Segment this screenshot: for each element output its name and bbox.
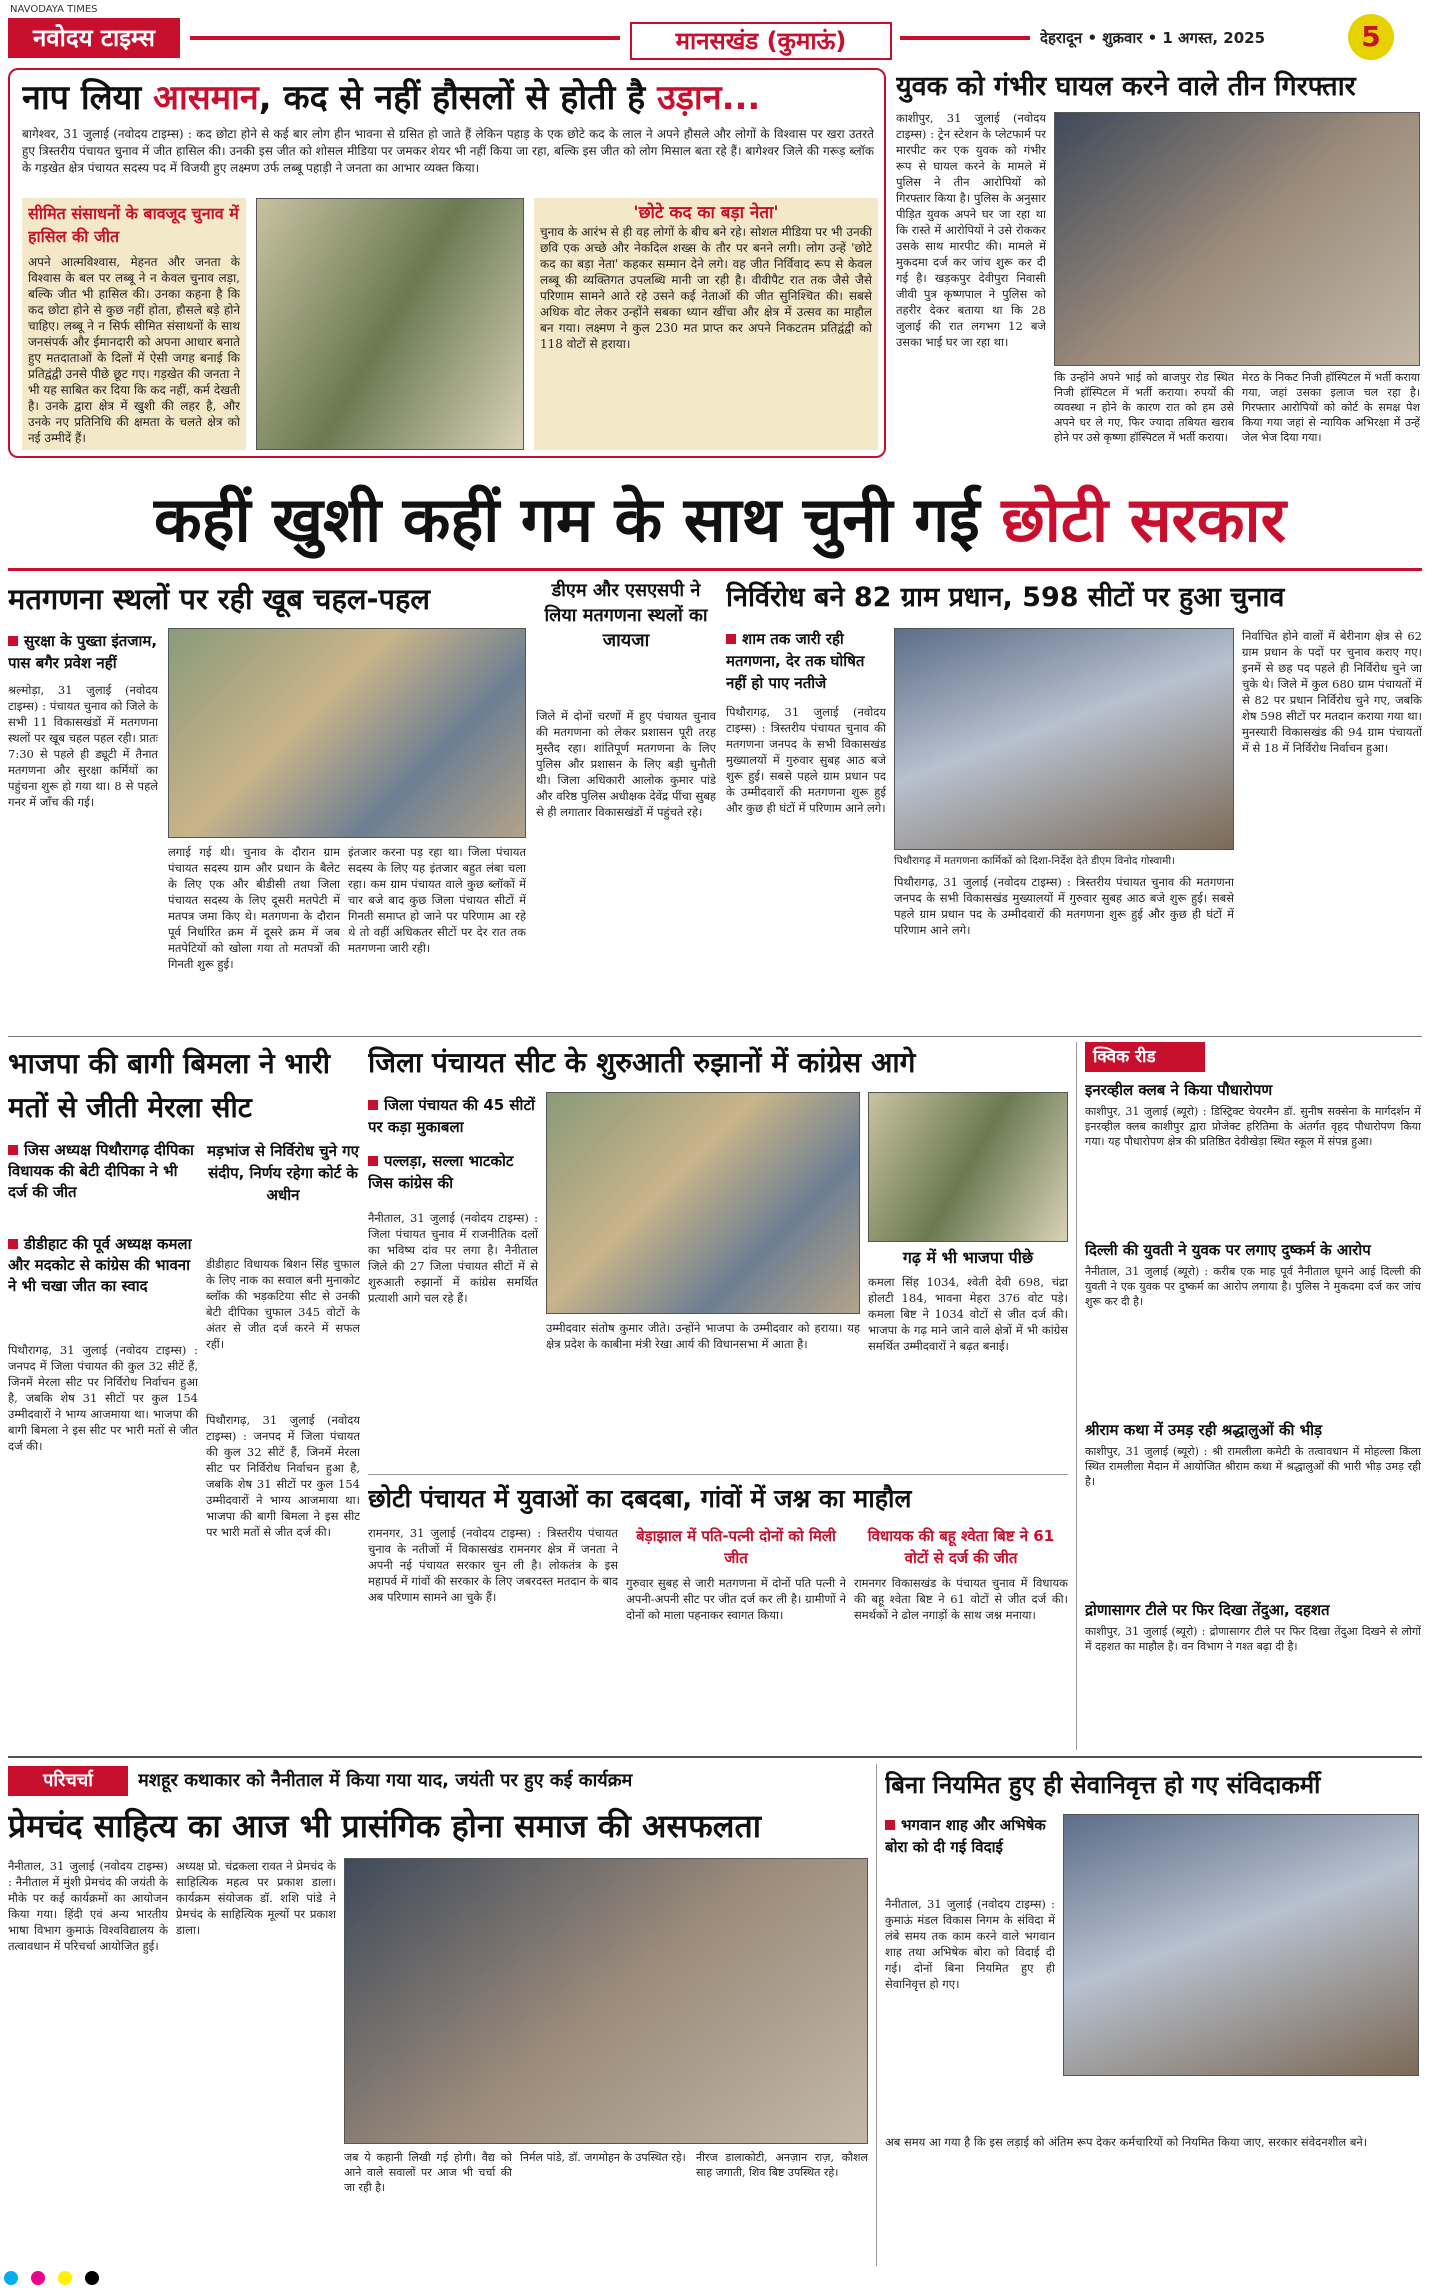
story-premchand-kicker: मशहूर कथाकार को नैनीताल में किया गया याद, जयंती पर हुए कई कार्यक्रम [138, 1770, 633, 1791]
story-unopposed-bullet: शाम तक जारी रही मतगणना, देर तक घोषित नहीं हो पाए नतीजे [726, 630, 865, 692]
sidebar-text: अपने आत्मविश्वास, मेहनत और जनता के विश्वास के बल पर लब्बू ने न केवल चुनाव लड़ा, बल्कि जीत भी हासिल की। उनका कहना है कि कद छोटा होने से कुछ नहीं होता, हौसले बड़े होने चाहिए। लब्बू ने न सिर्फ सीमित संसाधनों के साथ जनसंपर्क और ईमानदारी को अपना आधार बनाते हुए मतदाताओं के दिलों में ऐसी जगह बनाई कि प्रतिद्वंद्वी उनसे पीछे छूट गए। गड़खेत की जनता ने भी यह साबित कर दिया कि कद नहीं, कर्म देखती है। उनके द्वारा क्षेत्र में खुशी की लहर है, और उनके नए प्रतिनिधि की क्षमता के चलते क्षेत्र को नई उम्मीदें हैं। [28, 255, 240, 445]
story-unopposed-photo [894, 628, 1234, 850]
story-congress-photo2 [868, 1092, 1068, 1242]
story-counting-text3: इंतजार करना पड़ रहा था। जिला पंचायत सदस्य के लिए यह इंतजार बहुत लंबा चला रहा। कम ग्राम पंचायत वाले कुछ ब्लॉकों में चार बजे बाद कुछ जिला पंचायत सीटों में गिनती समाप्त हो जाने पर परिणाम आ रहे थे तो वहीं अधिकतर सीटों पर देर रात तक मतगणना जारी रही। [348, 845, 526, 955]
story-congress-headline: जिला पंचायत सीट के शुरुआती रुझानों में कांग्रेस आगे [368, 1046, 916, 1079]
story-bimla [8, 1042, 360, 1750]
banner-headline: कहीं खुशी कहीं गम के साथ चुनी गई छोटी सरकार [154, 483, 1286, 556]
story-bimla-subheadline: मड़भांज से निर्विरोध चुने गए संदीप, निर्णय रहेगा कोर्ट के अधीन [207, 1142, 359, 1204]
story-height-intro: बागेश्वर, 31 जुलाई (नवोदय टाइम्स) : कद छोटा होने से कई बार लोग हीन भावना से ग्रसित हो जाते हैं लेकिन पहाड़ के एक छोटे कद के लाल ने अपने हौसले और लोगों के विश्वास पर खरा उतरते हुए त्रिस्तरीय पंचायत चुनाव में जीत हासिल की। उनकी इस जीत को शोसल मीडिया पर जमकर शेयर भी नहीं किया जा रहा, बल्कि इस जीत को लोग मिसाल बता रहे हैं। बागेश्वर जिले की गरूड़ ब्लॉक के गड़खेत क्षेत्र पंचायत सदस्य पद में विजयी हुए लक्ष्मण उर्फ लब्बू पहाड़ी ने जनता का आभार व्यक्त किया। [22, 127, 874, 175]
story-counting-text2: लगाई गई थी। चुनाव के दौरान ग्राम पंचायत सदस्य ग्राम और प्रधान के बैलेट के लिए एक और बीडीसी तथा जिला पंचायत सदस्य के लिए दूसरी मतपेटी में मतपत्र जमा किए थे। मतगणना के दौरान पूर्व निर्धारित क्रम में दूसरे क्रम में जब मतपेटियों को खोला गया तो मतपत्रों की गिनती शुरू हुई। [168, 845, 340, 971]
story-bimla-text2: डीडीहाट विधायक बिशन सिंह चुफाल के लिए नाक का सवाल बनी मुनाकोट ब्लॉक की भड़कटिया सीट से उनकी बेटी दीपिका चुफाल 345 वोटों के अंतर से जीत दर्ज करने में सफल रहीं। [206, 1257, 360, 1351]
story-dm-headline: डीएम और एसएसपी ने लिया मतगणना स्थलों का जायजा [544, 580, 708, 651]
small-brand: NAVODAYA TIMES [10, 4, 98, 15]
reg-dot-magenta [31, 2271, 45, 2285]
story-premchand-headline: प्रेमचंद साहित्य का आज भी प्रासंगिक होना समाज की असफलता [8, 1807, 762, 1845]
story-counting [8, 578, 528, 1032]
story-bimla-bullet2: डीडीहाट की पूर्व अध्यक्ष कमला और मदकोट से कांग्रेस की भावना ने भी चखा जीत का स्वाद [8, 1235, 192, 1295]
story-retire [876, 1764, 1422, 2266]
story-unopposed-headline: निर्विरोध बने 82 ग्राम प्रधान, 598 सीटों पर हुआ चुनाव [726, 582, 1285, 613]
story-unopposed-text: पिथौरागढ़, 31 जुलाई (नवोदय टाइम्स) : त्रिस्तरीय पंचायत चुनाव की मतगणना जनपद के सभी विकासखंड मुख्यालयों में गुरुवार सुबह आठ बजे शुरू हुई। सबसे पहले ग्राम प्रधान पद के उम्मीदवारों की मतगणना शुरू हुई और कुछ ही घंटों में परिणाम आने लगे। [726, 705, 886, 815]
story-youth-sub2-headline: विधायक की बहू श्वेता बिष्ट ने 61 वोटों से दर्ज की जीत [867, 1527, 1055, 1567]
reg-dot-black [85, 2271, 99, 2285]
story-counting-bullet: सुरक्षा के पुख्ता इंतजाम, पास बगैर प्रवेश नहीं [8, 632, 158, 672]
quick-read-title-4: द्रोणासागर टीले पर फिर दिखा तेंदुआ, दहशत [1085, 1601, 1330, 1619]
quick-read-title-2: दिल्ली की युवती ने युवक पर लगाए दुष्कर्म के आरोप [1085, 1241, 1371, 1259]
story-height-sub [534, 198, 878, 450]
reg-dot-yellow [58, 2271, 72, 2285]
story-congress-photo [546, 1092, 860, 1314]
story-premchand-tag: परिचर्चा [8, 1766, 128, 1796]
story-retire-bullet: भगवान शाह और अभिषेक बोरा को दी गई विदाई [885, 1816, 1046, 1856]
story-youth-sub1-text: गुरुवार सुबह से जारी मतगणना में दोनों पति पत्नी ने अपनी-अपनी सीट पर जीत दर्ज कर ली है। ग्रामीणों ने दोनों को माला पहनाकर स्वागत किया। [626, 1576, 846, 1622]
story-unopposed-caption: पिथौरागढ़ में मतगणना कार्मिकों को दिशा-निर्देश देते डीएम विनोद गोस्वामी। [894, 855, 1176, 867]
story-height-panel [8, 68, 886, 458]
divider-1 [8, 1036, 1422, 1037]
story-unopposed [726, 578, 1422, 1032]
story-congress-subheadline: गढ़ में भी भाजपा पीछे [902, 1248, 1034, 1267]
quick-read-label: क्विक रीड [1085, 1042, 1205, 1072]
story-arrest-text1: काशीपुर, 31 जुलाई (नवोदय टाइम्स) : ट्रेन स्टेशन के प्लेटफार्म पर मारपीट कर एक युवक को गंभीर रूप से घायल करने के मामले में पुलिस ने तीन आरोपियों को गिरफ्तार किया है। पुलिस के अनुसार पीड़ित युवक अपने घर जा रहा था कि रास्ते में आरोपियों ने उसे रोककर उसके साथ मारपीट की। मामले में मुकदमा दर्ज कर जांच शुरू कर दी गई है। खड़कपुर देवीपुरा निवासी जीवी पुत्र कृष्णपाल ने पुलिस को तहरीर देकर बताया था कि 28 जुलाई की रात लगभग 12 बजे उसका भाई घर जा रहा था। [896, 111, 1046, 349]
story-youth-headline: छोटी पंचायत में युवाओं का दबदबा, गांवों में जश्न का माहौल [368, 1484, 912, 1513]
story-premchand-caption3: नीरज डालाकोटी, अनज़ान राज़, कौशल साह जगाती, शिव बिष्ट उपस्थित रहे। [696, 2151, 868, 2179]
story-bimla-text: पिथौरागढ़, 31 जुलाई (नवोदय टाइम्स) : जनपद में जिला पंचायत की कुल 32 सीटें हैं, जिनमें मेरला सीट पर निर्विरोध निर्वाचन हुआ है, जबकि शेष 31 सीटों पर कुल 154 उम्मीदवारों ने भाग्य आजमाया था। भाजपा की बागी बिमला ने इस सीट पर भारी मतों से जीत दर्ज की। [8, 1343, 198, 1453]
story-unopposed-text-lower: पिथौरागढ़, 31 जुलाई (नवोदय टाइम्स) : त्रिस्तरीय पंचायत चुनाव की मतगणना जनपद के सभी विकासखंड मुख्यालयों में गुरुवार सुबह आठ बजे शुरू हुई। सबसे पहले ग्राम प्रधान पद के उम्मीदवारों की मतगणना शुरू हुई और कुछ ही घंटों में परिणाम आने लगे। [894, 875, 1234, 937]
registration-marks [0, 2270, 1429, 2290]
story-arrest [896, 70, 1422, 460]
story-arrest-photo [1054, 112, 1420, 366]
story-retire-headline: बिना नियमित हुए ही सेवानिवृत्त हो गए संविदाकर्मी [885, 1771, 1321, 1799]
page-number: 5 [1348, 14, 1394, 60]
story-premchand [8, 1764, 868, 2266]
story-arrest-headline: युवक को गंभीर घायल करने वाले तीन गिरफ्तार [896, 71, 1356, 102]
story-dm-text: जिले में दोनों चरणों में हुए पंचायत चुनाव की मतगणना को लेकर प्रशासन पूरी तरह मुस्तैद रहा। शांतिपूर्ण मतगणना के लिए पुलिस और प्रशासन के लिए बड़ी चुनौती थी। जिला अधिकारी आलोक कुमार पांडे और वरिष्ठ पुलिस अधीक्षक देवेंद्र पींचा सुबह से ही लगातार विकासखंडों में पहुंचते रहे। [536, 709, 716, 819]
quick-read-title-1: इनरव्हील क्लब ने किया पौधारोपण [1085, 1081, 1273, 1099]
sidebar-title: सीमित संसाधनों के बावजूद चुनाव में हासिल की जीत [28, 204, 239, 246]
story-youth-text: रामनगर, 31 जुलाई (नवोदय टाइम्स) : त्रिस्तरीय पंचायत चुनाव के नतीजों में विकासखंड रामनगर क्षेत्र में जनता ने अपनी नई पंचायत सरकार चुन ली है। लोकतंत्र के इस महापर्व में गांवों की सरकार के लिए जबरदस्त मतदान के बाद अब परिणाम सामने आ चुके हैं। [368, 1526, 618, 1604]
quick-read-text-3: काशीपुर, 31 जुलाई (ब्यूरो) : श्री रामलीला कमेटी के तत्वावधान में मोहल्ला किला स्थित रामलीला मैदान में आयोजित श्रीराम कथा में श्रद्धालुओं की भारी भीड़ उमड़ रही है। [1085, 1445, 1421, 1488]
story-youth [368, 1474, 1068, 1750]
story-height-photo [256, 198, 524, 450]
story-premchand-caption1: जब ये कहानी लिखी गई होगी। वैद्य को आने वाले सवालों पर आज भी चर्चा की जा रही है। [344, 2151, 512, 2194]
story-arrest-caption-left: कि उन्होंने अपने भाई को बाजपुर रोड स्थित निजी हॉस्पिटल में भर्ती कराया। रुपयों की व्यवस्था न होने के कारण रात को हम उसे अपने घर ले गए, फिर ज्यादा तबियत खराब होने पर उसे कृष्णा हॉस्पिटल में भर्ती कराया। [1054, 371, 1234, 444]
story-premchand-text: नैनीताल, 31 जुलाई (नवोदय टाइम्स) : नैनीताल में मुंशी प्रेमचंद की जयंती के मौके पर कई कार्यक्रमों का आयोजन किया गया। हिंदी एवं अन्य भारतीय भाषा विभाग कुमाऊं विश्वविद्यालय के तत्वावधान में परिचर्चा आयोजित हुई। [8, 1859, 168, 1953]
story-height-headline: नाप लिया आसमान, कद से नहीं हौसलों से होती है उड़ान... [22, 78, 761, 118]
story-counting-photo [168, 628, 526, 838]
dateline: देहरादून • शुक्रवार • 1 अगस्त, 2025 [1040, 29, 1266, 47]
sub-title: 'छोटे कद का बड़ा नेता' [633, 203, 779, 223]
story-congress-bullet2: पल्लड़ा, सल्ला भाटकोट जिस कांग्रेस की [368, 1152, 514, 1192]
story-unopposed-text-right: निर्वाचित होने वालों में बेरीनाग क्षेत्र से 62 ग्राम प्रधान के पदों पर चुनाव कराए गए। इनमें से छह पद पहले ही निर्विरोध चुने जा चुके थे। जिले में कुल 680 ग्राम पंचायतों में से 82 पर प्रधान निर्विरोध चुने गए, जबकि शेष 598 सीटों पर मतदान कराया गया था। मुनस्यारी विकासखंड की 94 ग्राम पंचायतों में से 18 में निर्विरोध निर्वाचन हुआ। [1242, 629, 1422, 755]
masthead [0, 0, 1429, 68]
story-retire-photo [1063, 1814, 1419, 2076]
story-counting-text1: श्रल्मोड़ा, 31 जुलाई (नवोदय टाइम्स) : पंचायत चुनाव को जिले के सभी 11 विकासखंडों में मतगणना स्थलों पर खूब चहल पहल रही। प्रातः 7:30 से पहले ही ड्यूटी में तैनात मतगणना और सुरक्षा कर्मियों का पहुंचना शुरू हो गया था। 8 से पहले गनर में जाँच की गई। [8, 683, 158, 809]
story-bimla-bullet1: जिस अध्यक्ष पिथौरागढ़ दीपिका विधायक की बेटी दीपिका ने भी दर्ज की जीत [8, 1141, 194, 1201]
story-retire-text2: अब समय आ गया है कि इस लड़ाई को अंतिम रूप देकर कर्मचारियों को नियमित किया जाए, सरकार संवेदनशील बने। [885, 2135, 1368, 2149]
story-congress-caption: उम्मीदवार संतोष कुमार जीते। उन्होंने भाजपा के उम्मीदवार को हराया। यह क्षेत्र प्रदेश के काबीना मंत्री रेखा आर्य की विधानसभा में आता है। [546, 1321, 860, 1351]
masthead-rule-right [900, 36, 1030, 40]
story-arrest-caption-right: मेरठ के निकट निजी हॉस्पिटल में भर्ती कराया गया, जहां उसका इलाज चल रहा है। गिरफ्तार आरोपियों को कोर्ट के समक्ष पेश किया गया जहां से न्यायिक अभिरक्षा में उन्हें जेल भेज दिया गया। [1242, 371, 1420, 444]
story-height-sidebar [22, 198, 246, 450]
quick-read-text-4: काशीपुर, 31 जुलाई (ब्यूरो) : द्रोणासागर टीले पर फिर दिखा तेंदुआ दिखने से लोगों में दहशत का माहौल है। वन विभाग ने गश्त बढ़ा दी है। [1085, 1625, 1421, 1653]
story-dm [536, 578, 716, 1032]
story-congress-bullet1: जिला पंचायत की 45 सीटों पर कड़ा मुकाबला [368, 1096, 535, 1136]
sub-text: चुनाव के आरंभ से ही वह लोगों के बीच बने रहे। सोशल मीडिया पर भी उनकी छवि एक अच्छे और नेकदिल शख्स के तौर पर बनने लगी। लोग उन्हें 'छोटे कद का बड़ा नेता' कहकर सम्मान देने लगे। वह जीत निर्विवाद रूप से केवल लब्बू की व्यक्तिगत उपलब्धि मानी जा रही है। वीवीपैट रात तक जैसे जैसे परिणाम सामने आते रहे उसने कई नेताओं की जीत सुनिश्चित की। सबसे अधिक वोट लेकर उन्होंने सबका ध्यान खींचा और क्षेत्र में उत्सव का माहौल बन गया। लक्ष्मण ने कुल 230 मत प्राप्त कर अपने निकटतम प्रतिद्वंद्वी को 118 वोटों से हराया। [540, 225, 872, 351]
story-congress-subtext: कमला सिंह 1034, श्वेती देवी 698, चंद्रा होलटी 184, भावना मेहरा 376 वोट पड़े। कमला बिष्ट ने 1034 वोटों से जीत दर्ज की। भाजपा के गढ़ माने जाने वाले क्षेत्रों में भी कांग्रेस समर्थित उम्मीदवारों ने बढ़त बनाई। [868, 1275, 1068, 1353]
story-youth-sub1-headline: बेड़ाझाल में पति-पत्नी दोनों को मिली जीत [636, 1527, 836, 1567]
story-bimla-headline: भाजपा की बागी बिमला ने भारी मतों से जीती मेरला सीट [8, 1047, 331, 1124]
story-premchand-photo [344, 1858, 868, 2144]
story-congress [368, 1042, 1068, 1466]
masthead-rule-left [190, 36, 620, 40]
story-bimla-text-more: पिथौरागढ़, 31 जुलाई (नवोदय टाइम्स) : जनपद में जिला पंचायत की कुल 32 सीटें हैं, जिनमें मेरला सीट पर निर्विरोध निर्वाचन हुआ है, जबकि शेष 31 सीटों पर कुल 154 उम्मीदवारों ने भाग्य आजमाया था। भाजपा की बागी बिमला ने इस सीट पर भारी मतों से जीत दर्ज की। [206, 1413, 360, 1539]
story-premchand-text2: अध्यक्ष प्रो. चंद्रकला रावत ने प्रेमचंद के साहित्यिक महत्व पर प्रकाश डाला। कार्यक्रम संयोजक डॉ. शशि पांडे ने प्रेमचंद के साहित्यिक मूल्यों पर प्रकाश डाला। [176, 1859, 336, 1937]
reg-dot-cyan [4, 2271, 18, 2285]
quick-read-title-3: श्रीराम कथा में उमड़ रही श्रद्धालुओं की भीड़ [1085, 1421, 1323, 1439]
story-youth-sub2-text: रामनगर विकासखंड के पंचायत चुनाव में विधायक की बहू श्वेता बिष्ट ने 61 वोटों से जीत दर्ज की। समर्थकों ने ढोल नगाड़ों के साथ जश्न मनाया। [854, 1576, 1068, 1622]
quick-read [1076, 1042, 1422, 1750]
banner-rule [8, 568, 1422, 571]
story-congress-text: नैनीताल, 31 जुलाई (नवोदय टाइम्स) : जिला पंचायत चुनाव में राजनीतिक दलों का भविष्य दांव पर लगा है। नैनीताल जिले की 27 जिला पंचायत सीटों में से शुरुआती रुझानों में कांग्रेस समर्थित प्रत्याशी आगे चल रहे हैं। [368, 1211, 538, 1305]
story-premchand-caption2: निर्मल पांडे, डॉ. जगमोहन के उपस्थित रहे। [520, 2151, 686, 2164]
story-retire-text: नैनीताल, 31 जुलाई (नवोदय टाइम्स) : कुमाऊं मंडल विकास निगम के संविदा में लंबे समय तक काम करने वाले भगवान शाह तथा अभिषेक बोरा को विदाई दी गई। दोनों बिना नियमित हुए ही सेवानिवृत्त हो गए। [885, 1897, 1055, 1991]
brand-logo: नवोदय टाइम्स [8, 18, 180, 58]
divider-2 [8, 1756, 1422, 1758]
quick-read-text-2: नैनीताल, 31 जुलाई (ब्यूरो) : करीब एक माह पूर्व नैनीताल घूमने आई दिल्ली की युवती ने एक युवक पर दुष्कर्म का आरोप लगाया है। पुलिस ने मुकदमा दर्ज कर जांच शुरू कर दी है। [1085, 1265, 1421, 1308]
story-counting-headline: मतगणना स्थलों पर रही खूब चहल-पहल [8, 582, 431, 616]
quick-read-text-1: काशीपुर, 31 जुलाई (ब्यूरो) : डिस्ट्रिक्ट चेयरमैन डॉ. सुनीष सक्सेना के मार्गदर्शन में इनरव्हील क्लब काशीपुर द्वारा प्रोजेक्ट हरितिमा के अंतर्गत वृहद पौधारोपण किया गया। यह पौधारोपण क्षेत्र की प्रतिष्ठित देवीखेड़ा स्थित स्कूल में संपन्न हुआ। [1085, 1105, 1421, 1148]
section-title: मानसखंड (कुमाऊं) [630, 22, 892, 60]
